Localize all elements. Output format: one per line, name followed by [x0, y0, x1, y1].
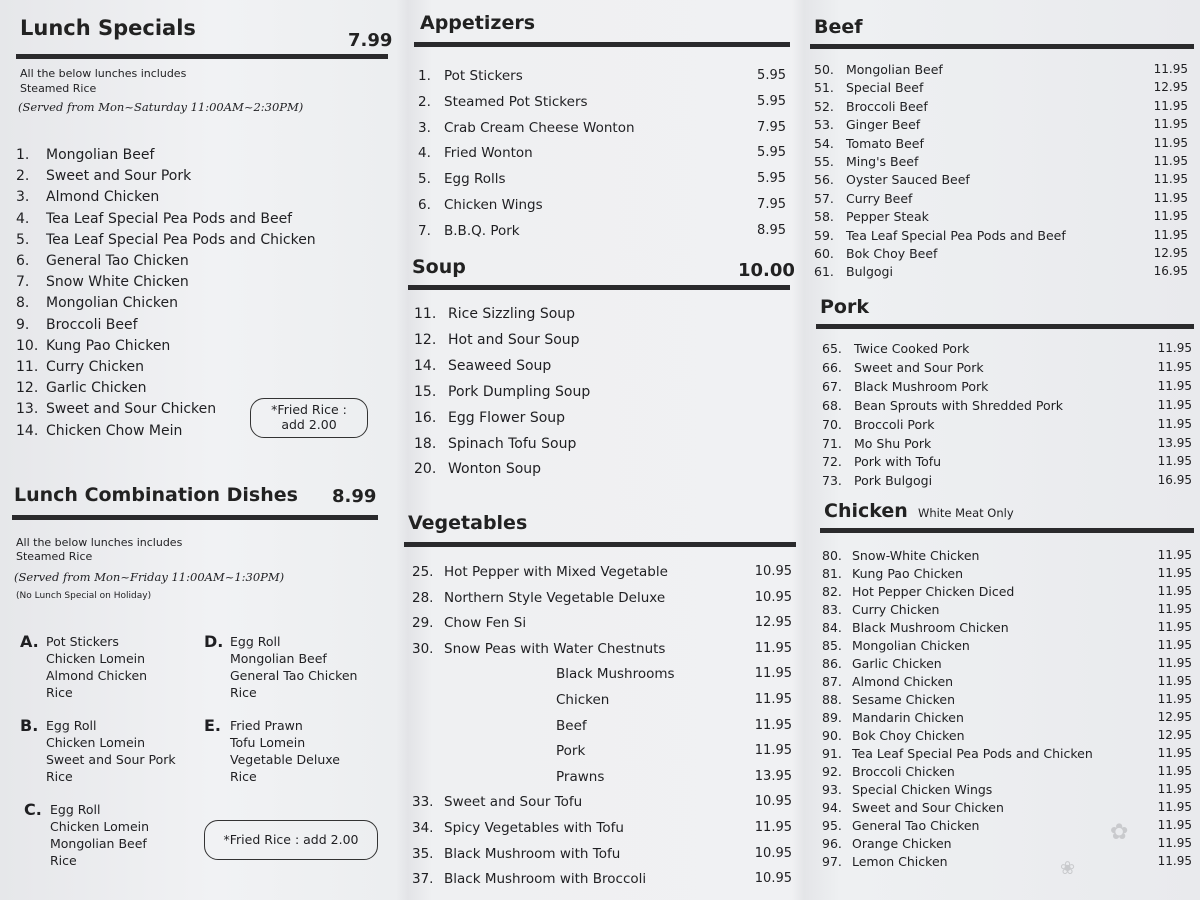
item-price: 10.95 — [754, 564, 792, 579]
item-number: 82. — [822, 584, 842, 599]
item-name: Tomato Beef — [846, 135, 924, 151]
item-number: 37. — [412, 871, 434, 888]
combination-note: Steamed Rice — [16, 550, 93, 563]
item-number: 86. — [822, 656, 842, 671]
item-price: 11.95 — [754, 692, 792, 707]
item-number: 72. — [822, 454, 842, 470]
item-price: 10.95 — [754, 845, 792, 861]
item-number: 80. — [822, 548, 842, 563]
item-number: 56. — [814, 172, 834, 188]
item-name: Chicken — [556, 692, 610, 708]
item-name: Chicken Chow Mein — [46, 422, 183, 439]
item-name: Broccoli Pork — [854, 416, 935, 432]
item-price: 10.95 — [754, 589, 792, 605]
combo-line: Rice — [230, 769, 257, 784]
combo-line: Rice — [46, 685, 73, 700]
item-number: 12. — [16, 380, 39, 397]
item-price: 11.95 — [1157, 620, 1192, 634]
combo-line: Vegetable Deluxe — [230, 752, 340, 767]
item-number: 6. — [418, 197, 431, 213]
combo-line: Fried Prawn — [230, 718, 303, 733]
item-number: 93. — [822, 782, 842, 797]
item-number: 35. — [412, 845, 434, 862]
item-price: 11.95 — [754, 717, 792, 733]
item-name: Ming's Beef — [846, 154, 919, 169]
soup-title: Soup — [412, 256, 466, 278]
item-number: 89. — [822, 710, 842, 725]
section-divider — [404, 542, 796, 547]
item-name: Snow Peas with Water Chestnuts — [444, 640, 666, 657]
item-number: 91. — [822, 746, 842, 761]
item-name: Chow Fen Si — [444, 615, 527, 632]
section-divider — [12, 515, 378, 520]
item-price: 11.95 — [754, 743, 792, 759]
item-name: Tea Leaf Special Pea Pods and Chicken — [852, 746, 1093, 761]
item-name: Sweet and Sour Chicken — [46, 401, 217, 418]
item-name: Bean Sprouts with Shredded Pork — [854, 397, 1064, 413]
item-name: Crab Cream Cheese Wonton — [444, 119, 635, 136]
item-name: Bok Choy Chicken — [852, 728, 965, 743]
item-number: 61. — [814, 264, 834, 280]
item-number: 3. — [418, 119, 431, 136]
item-price: 11.95 — [1157, 746, 1192, 760]
item-name: Black Mushrooms — [556, 666, 675, 683]
combo-line: Rice — [50, 853, 77, 868]
item-name: Sweet and Sour Pork — [854, 359, 984, 375]
beef-title: Beef — [814, 16, 863, 38]
item-name: Pork — [556, 743, 586, 760]
item-number: 73. — [822, 473, 842, 489]
item-name: Mongolian Beef — [46, 147, 155, 163]
item-price: 11.95 — [1153, 172, 1188, 187]
item-number: 65. — [822, 341, 842, 356]
item-price: 12.95 — [1153, 80, 1188, 95]
item-name: Sweet and Sour Tofu — [444, 794, 583, 811]
fried-rice-note-line: add 2.00 — [281, 417, 337, 432]
item-name: General Tao Chicken — [46, 253, 189, 269]
item-number: 92. — [822, 764, 842, 779]
item-price: 11.95 — [1157, 584, 1192, 598]
decorative-flourish: ✿ — [1110, 820, 1129, 845]
item-name: Tea Leaf Special Pea Pods and Beef — [46, 210, 293, 227]
item-number: 88. — [822, 692, 842, 707]
item-name: Kung Pao Chicken — [852, 566, 963, 581]
combo-line: Egg Roll — [46, 718, 97, 733]
item-name: Orange Chicken — [852, 836, 952, 851]
item-name: Curry Chicken — [852, 602, 940, 617]
item-number: 6. — [16, 253, 30, 269]
item-name: Sweet and Sour Pork — [46, 168, 192, 185]
item-name: Beef — [556, 717, 587, 734]
item-name: Special Chicken Wings — [852, 782, 993, 797]
item-name: Broccoli Beef — [46, 316, 138, 333]
item-name: Hot and Sour Soup — [448, 331, 580, 348]
combo-line: Mongolian Beef — [50, 836, 147, 851]
item-name: B.B.Q. Pork — [444, 222, 520, 239]
item-price: 11.95 — [1157, 566, 1192, 580]
item-number: 10. — [16, 337, 39, 354]
item-number: 34. — [412, 820, 434, 836]
item-price: 11.95 — [1153, 135, 1188, 150]
item-price: 11.95 — [1157, 836, 1192, 850]
combo-letter: A. — [20, 632, 39, 651]
item-number: 60. — [814, 246, 834, 261]
item-number: 29. — [412, 615, 434, 632]
item-name: Chicken Wings — [444, 197, 543, 213]
item-number: 14. — [414, 357, 437, 374]
item-number: 85. — [822, 638, 842, 653]
item-price: 11.95 — [1153, 209, 1188, 224]
item-price: 7.95 — [757, 197, 786, 212]
item-number: 1. — [418, 68, 431, 84]
item-price: 11.95 — [1157, 602, 1192, 616]
section-divider — [820, 528, 1194, 533]
item-name: Mo Shu Pork — [854, 435, 932, 451]
item-price: 11.95 — [1153, 190, 1188, 205]
item-price: 5.95 — [757, 145, 786, 161]
item-number: 3. — [16, 189, 30, 206]
item-number: 15. — [414, 383, 437, 400]
item-number: 67. — [822, 378, 842, 394]
combination-price: 8.99 — [332, 486, 377, 507]
item-name: Egg Rolls — [444, 171, 506, 188]
item-number: 33. — [412, 794, 434, 811]
fried-rice-note — [250, 398, 368, 438]
item-number: 1. — [16, 147, 30, 163]
item-number: 87. — [822, 674, 842, 689]
pork-title: Pork — [820, 296, 869, 318]
item-price: 7.95 — [757, 119, 786, 135]
combo-letter: B. — [20, 716, 39, 735]
item-number: 71. — [822, 435, 842, 451]
item-name: Mandarin Chicken — [852, 710, 964, 725]
lunch-specials-hours: (Served from Mon~Saturday 11:00AM~2:30PM) — [18, 100, 304, 114]
item-number: 51. — [814, 80, 834, 96]
item-price: 13.95 — [1157, 435, 1192, 450]
item-price: 12.95 — [754, 615, 792, 631]
item-name: Pork Bulgogi — [854, 473, 933, 489]
item-price: 16.95 — [1157, 473, 1192, 488]
item-price: 11.95 — [1153, 117, 1188, 132]
chicken-title: Chicken — [824, 500, 908, 522]
combination-note: All the below lunches includes — [16, 536, 183, 549]
item-number: 4. — [418, 145, 431, 162]
item-name: Mongolian Chicken — [852, 638, 970, 653]
item-name: Twice Cooked Pork — [854, 341, 970, 356]
item-number: 11. — [16, 359, 39, 375]
item-number: 94. — [822, 800, 842, 815]
item-number: 4. — [16, 210, 30, 227]
fried-rice-note: *Fried Rice : add 2.00 — [204, 820, 378, 860]
item-number: 8. — [16, 295, 30, 312]
item-name: Northern Style Vegetable Deluxe — [444, 589, 666, 606]
item-name: Pot Stickers — [444, 68, 523, 84]
combo-line: Almond Chicken — [46, 668, 148, 683]
item-number: 96. — [822, 836, 842, 851]
item-name: Spinach Tofu Soup — [448, 435, 577, 452]
item-price: 11.95 — [1157, 674, 1192, 688]
combo-line: Egg Roll — [50, 802, 101, 817]
item-number: 28. — [412, 589, 434, 606]
combo-letter: C. — [24, 800, 42, 819]
item-number: 66. — [822, 359, 842, 375]
chicken-subtitle: White Meat Only — [918, 506, 1014, 520]
item-number: 68. — [822, 397, 842, 413]
item-name: Tea Leaf Special Pea Pods and Chicken — [46, 231, 316, 248]
item-name: Garlic Chicken — [46, 380, 147, 397]
decorative-flourish: ❀ — [1060, 858, 1076, 879]
item-name: Snow-White Chicken — [852, 548, 980, 563]
item-name: Curry Chicken — [46, 359, 144, 375]
item-number: 70. — [822, 416, 842, 432]
item-number: 9. — [16, 316, 30, 333]
item-number: 25. — [412, 564, 434, 580]
item-price: 8.95 — [757, 222, 786, 238]
item-name: Fried Wonton — [444, 145, 533, 162]
combo-letter: D. — [204, 632, 224, 651]
combo-line: General Tao Chicken — [230, 668, 358, 683]
item-name: Sesame Chicken — [852, 692, 956, 707]
item-name: Hot Pepper Chicken Diced — [852, 584, 1015, 599]
item-number: 2. — [418, 93, 431, 110]
item-number: 18. — [414, 435, 437, 452]
item-name: Steamed Pot Stickers — [444, 93, 588, 110]
item-number: 30. — [412, 640, 434, 657]
item-price: 11.95 — [1157, 638, 1192, 652]
item-number: 90. — [822, 728, 842, 743]
item-number: 7. — [16, 274, 30, 291]
combo-line: Chicken Lomein — [46, 651, 146, 666]
item-name: Seaweed Soup — [448, 357, 552, 374]
item-price: 13.95 — [754, 768, 792, 784]
item-name: Snow White Chicken — [46, 274, 189, 291]
section-divider — [16, 54, 388, 59]
lunch-specials-note: Steamed Rice — [20, 82, 97, 95]
item-price: 12.95 — [1153, 246, 1188, 260]
item-number: 11. — [414, 306, 437, 322]
item-name: Bulgogi — [846, 264, 893, 280]
item-name: Egg Flower Soup — [448, 409, 566, 426]
item-price: 5.95 — [757, 68, 786, 83]
item-name: Lemon Chicken — [852, 854, 948, 869]
item-name: Garlic Chicken — [852, 656, 942, 671]
item-name: Ginger Beef — [846, 117, 921, 133]
item-number: 59. — [814, 227, 834, 243]
item-price: 11.95 — [1157, 548, 1192, 562]
item-price: 12.95 — [1157, 710, 1192, 724]
item-number: 57. — [814, 190, 834, 206]
holiday-note: (No Lunch Special on Holiday) — [16, 591, 152, 601]
item-price: 5.95 — [757, 93, 786, 109]
item-number: 97. — [822, 854, 842, 869]
soup-price: 10.00 — [738, 260, 795, 281]
item-number: 20. — [414, 461, 437, 478]
section-divider — [816, 324, 1194, 329]
item-name: Mongolian Chicken — [46, 295, 178, 312]
item-number: 83. — [822, 602, 842, 617]
item-name: Hot Pepper with Mixed Vegetable — [444, 564, 668, 580]
section-divider — [810, 44, 1194, 49]
item-price: 11.95 — [1153, 98, 1188, 113]
item-name: Pork with Tofu — [854, 454, 942, 470]
item-number: 13. — [16, 401, 39, 418]
item-name: Broccoli Chicken — [852, 764, 955, 779]
combo-line: Mongolian Beef — [230, 651, 327, 666]
item-price: 11.95 — [1157, 782, 1192, 796]
item-number: 95. — [822, 818, 842, 833]
item-number: 54. — [814, 135, 834, 151]
item-name: Spicy Vegetables with Tofu — [444, 820, 624, 836]
item-price: 12.95 — [1157, 728, 1192, 742]
section-divider — [414, 42, 790, 47]
combo-line: Chicken Lomein — [46, 735, 146, 750]
item-name: Black Mushroom with Tofu — [444, 845, 621, 862]
item-name: Tea Leaf Special Pea Pods and Beef — [846, 227, 1066, 243]
fried-rice-note-line: *Fried Rice : — [271, 402, 347, 417]
item-name: Special Beef — [846, 80, 924, 96]
item-price: 11.95 — [754, 640, 792, 656]
item-number: 52. — [814, 98, 834, 114]
item-number: 53. — [814, 117, 834, 133]
combo-line: Rice — [46, 769, 73, 784]
item-name: General Tao Chicken — [852, 818, 980, 833]
item-number: 5. — [16, 231, 30, 248]
item-price: 11.95 — [1157, 341, 1192, 355]
item-price: 11.95 — [1157, 818, 1192, 832]
combination-title: Lunch Combination Dishes — [14, 484, 298, 506]
item-price: 11.95 — [1157, 454, 1192, 469]
item-number: 58. — [814, 209, 834, 225]
item-name: Oyster Sauced Beef — [846, 172, 970, 188]
combo-line: Pot Stickers — [46, 634, 119, 649]
item-name: Mongolian Beef — [846, 62, 943, 77]
item-name: Pork Dumpling Soup — [448, 383, 591, 400]
item-number: 14. — [16, 422, 39, 439]
section-divider — [408, 285, 790, 290]
item-name: Broccoli Beef — [846, 98, 928, 114]
combo-line: Rice — [230, 685, 257, 700]
item-price: 11.95 — [1157, 416, 1192, 431]
item-price: 16.95 — [1153, 264, 1188, 279]
item-name: Sweet and Sour Chicken — [852, 800, 1004, 815]
item-name: Pepper Steak — [846, 209, 929, 225]
combination-hours: (Served from Mon~Friday 11:00AM~1:30PM) — [14, 570, 285, 584]
item-name: Wonton Soup — [448, 461, 542, 478]
item-name: Prawns — [556, 768, 605, 785]
item-name: Rice Sizzling Soup — [448, 306, 576, 322]
item-name: Kung Pao Chicken — [46, 337, 171, 354]
combo-line: Chicken Lomein — [50, 819, 150, 834]
item-number: 5. — [418, 171, 431, 188]
item-number: 81. — [822, 566, 842, 581]
item-name: Almond Chicken — [46, 189, 160, 206]
item-number: 50. — [814, 62, 834, 77]
item-price: 10.95 — [754, 794, 792, 810]
item-price: 11.95 — [1153, 227, 1188, 242]
item-price: 11.95 — [1157, 656, 1192, 670]
item-number: 7. — [418, 222, 431, 239]
combo-line: Egg Roll — [230, 634, 281, 649]
item-number: 55. — [814, 154, 834, 169]
combo-line: Tofu Lomein — [230, 735, 306, 750]
item-name: Bok Choy Beef — [846, 246, 938, 261]
appetizers-title: Appetizers — [420, 12, 536, 34]
item-price: 11.95 — [1157, 800, 1192, 814]
item-price: 10.95 — [754, 871, 792, 887]
item-number: 2. — [16, 168, 30, 185]
item-price: 11.95 — [1157, 378, 1192, 393]
lunch-specials-title: Lunch Specials — [20, 16, 196, 40]
item-price: 11.95 — [1153, 154, 1188, 168]
item-number: 16. — [414, 409, 437, 426]
item-number: 84. — [822, 620, 842, 635]
item-number: 12. — [414, 331, 437, 348]
item-price: 11.95 — [1157, 764, 1192, 778]
item-price: 11.95 — [1153, 62, 1188, 76]
item-name: Black Mushroom Pork — [854, 378, 989, 394]
item-price: 11.95 — [754, 820, 792, 835]
combo-line: Sweet and Sour Pork — [46, 752, 176, 767]
item-name: Almond Chicken — [852, 674, 954, 689]
item-price: 5.95 — [757, 171, 786, 187]
item-name: Black Mushroom with Broccoli — [444, 871, 647, 888]
lunch-specials-price: 7.99 — [348, 30, 393, 51]
item-price: 11.95 — [1157, 692, 1192, 706]
vegetables-title: Vegetables — [408, 512, 528, 534]
item-name: Curry Beef — [846, 190, 913, 206]
combo-letter: E. — [204, 716, 222, 735]
item-price: 11.95 — [754, 666, 792, 682]
item-price: 11.95 — [1157, 359, 1192, 374]
item-price: 11.95 — [1157, 854, 1192, 868]
item-price: 11.95 — [1157, 397, 1192, 412]
item-name: Black Mushroom Chicken — [852, 620, 1009, 635]
lunch-specials-note: All the below lunches includes — [20, 67, 187, 80]
